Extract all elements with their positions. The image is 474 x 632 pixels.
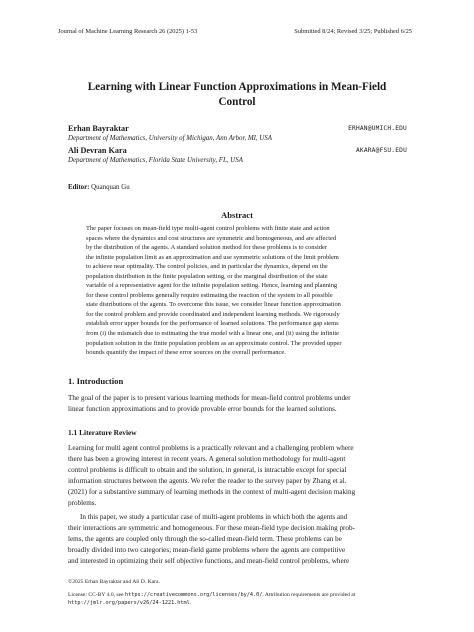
abstract-line: variable of a representative agent for the infinite population setting. Hence, learning and planning bbox=[86, 282, 338, 290]
text-line: lems, the agents are coupled only through the so-called mean-field term. These problems can be bbox=[68, 535, 342, 544]
literature-paragraph-1 bbox=[68, 443, 408, 510]
abstract-body bbox=[86, 224, 390, 358]
copyright-notice: ©2025 Erhan Bayraktar and Ali D. Kara. bbox=[68, 579, 160, 585]
abstract-line: from (i) the mismatch due to estimating the true model with a linear one, and (ii) using the infinite bbox=[86, 330, 339, 338]
text-line: and interested in optimizing their self objective functions, and mean-field control problems, where bbox=[68, 557, 350, 566]
text-line: information structures between the agents. We refer the reader to the survey paper by Zhang et al. bbox=[68, 477, 347, 486]
text-line: broadly divided into two categories; mean-field game problems where the agents are competitive bbox=[68, 546, 346, 555]
abstract-line: population solution in the finite population problem as an approximate control. The provided upper bbox=[86, 339, 342, 347]
license-link[interactable]: https://creativecommons.org/licenses/by/4.0/ bbox=[124, 592, 263, 598]
author-email-2: AKARA@FSU.EDU bbox=[355, 147, 407, 154]
author-name-2: Ali Devran Kara bbox=[68, 146, 127, 155]
abstract-line: by the distribution of the agents. A standard solution method for these problems is to consider bbox=[86, 244, 328, 252]
author-affiliation-2: Department of Mathematics, Florida State University, FL, USA bbox=[68, 157, 243, 164]
literature-paragraph-2 bbox=[68, 512, 408, 567]
abstract-line: state distributions of the agents. To overcome this issue, we consider linear function approximation bbox=[86, 301, 341, 309]
license-prefix: License: CC-BY 4.0, see bbox=[68, 592, 125, 598]
abstract-line: spaces where the dynamics and cost structures are symmetric and homogeneous, and are affected bbox=[86, 234, 337, 242]
abstract-line: bounds quantify the impact of these error sources on the overall performance. bbox=[86, 349, 286, 357]
abstract-line: for these control problems generally require estimating the reaction of the system to all possible bbox=[86, 291, 333, 299]
attribution-suffix: . bbox=[189, 600, 192, 606]
submission-dates: Submitted 8/24; Revised 3/25; Published 6/25 bbox=[294, 28, 412, 35]
author-name-1: Erhan Bayraktar bbox=[68, 124, 129, 133]
paper-title: Learning with Linear Function Approximations in Mean-Field Control bbox=[87, 81, 387, 108]
abstract-heading: Abstract bbox=[221, 210, 253, 220]
author-affiliation-1: Department of Mathematics, University of Michigan, Ann Arbor, MI, USA bbox=[68, 135, 272, 142]
text-line: Learning for multi agent control problems is a practically relevant and a challenging problem where bbox=[68, 444, 354, 452]
editor-line bbox=[68, 184, 130, 191]
text-line: their interactions are symmetric and homogeneous. For these mean-field type decision making prob- bbox=[68, 524, 355, 533]
journal-header: Journal of Machine Learning Research 26 (2025) 1-53 bbox=[58, 28, 198, 35]
text-line: control problems is difficult to obtain and the solution, in general, is intractable except for special bbox=[68, 466, 347, 475]
subsection-heading-literature-review: 1.1 Literature Review bbox=[68, 428, 137, 437]
author-email-1: ERHAN@UMICH.EDU bbox=[348, 125, 407, 132]
text-line: (2021) for a substantive summary of learning methods in the context of multi-agent decision making bbox=[68, 488, 356, 497]
abstract-line: population distribution in the finite population setting, or the marginal distribution of the state bbox=[86, 272, 328, 280]
abstract-line: for the control problem and provide coordinated and independent learning methods. We rigorously bbox=[86, 310, 340, 318]
text-line: The goal of the paper is to present various learning methods for mean-field control problems under bbox=[68, 394, 351, 402]
text-line: In this paper, we study a particular case of multi-agent problems in which both the agents and bbox=[80, 513, 348, 521]
editor-name: Quanquan Gu bbox=[91, 184, 130, 191]
text-line: there has been a growing interest in recent years. A general solution methodology for multi-agent bbox=[68, 455, 346, 464]
license-line bbox=[68, 592, 355, 598]
attribution-line bbox=[68, 600, 191, 606]
editor-label: Editor: bbox=[68, 184, 90, 191]
text-line: linear function approximations and to provide provable error bounds for the learned solutions. bbox=[68, 405, 337, 414]
attribution-link[interactable]: http://jmlr.org/papers/v26/24-1221.html bbox=[68, 600, 190, 606]
abstract-line: the infinite population limit as an approximation and use symmetric solutions of the limit problem bbox=[86, 253, 339, 261]
abstract-line: to achieve near optimality. The control policies, and in particular the dynamics, depend on the bbox=[86, 263, 328, 271]
text-line: problems. bbox=[68, 499, 97, 508]
abstract-line: establish error upper bounds for the performance of learned solutions. The performance gap stems bbox=[86, 320, 339, 328]
section-heading-introduction: 1. Introduction bbox=[68, 376, 124, 386]
abstract-line: The paper focuses on mean-field type multi-agent control problems with finite state and action bbox=[86, 225, 330, 232]
license-suffix: . Attribution requirements are provided at bbox=[262, 592, 356, 598]
introduction-paragraph bbox=[68, 393, 408, 415]
